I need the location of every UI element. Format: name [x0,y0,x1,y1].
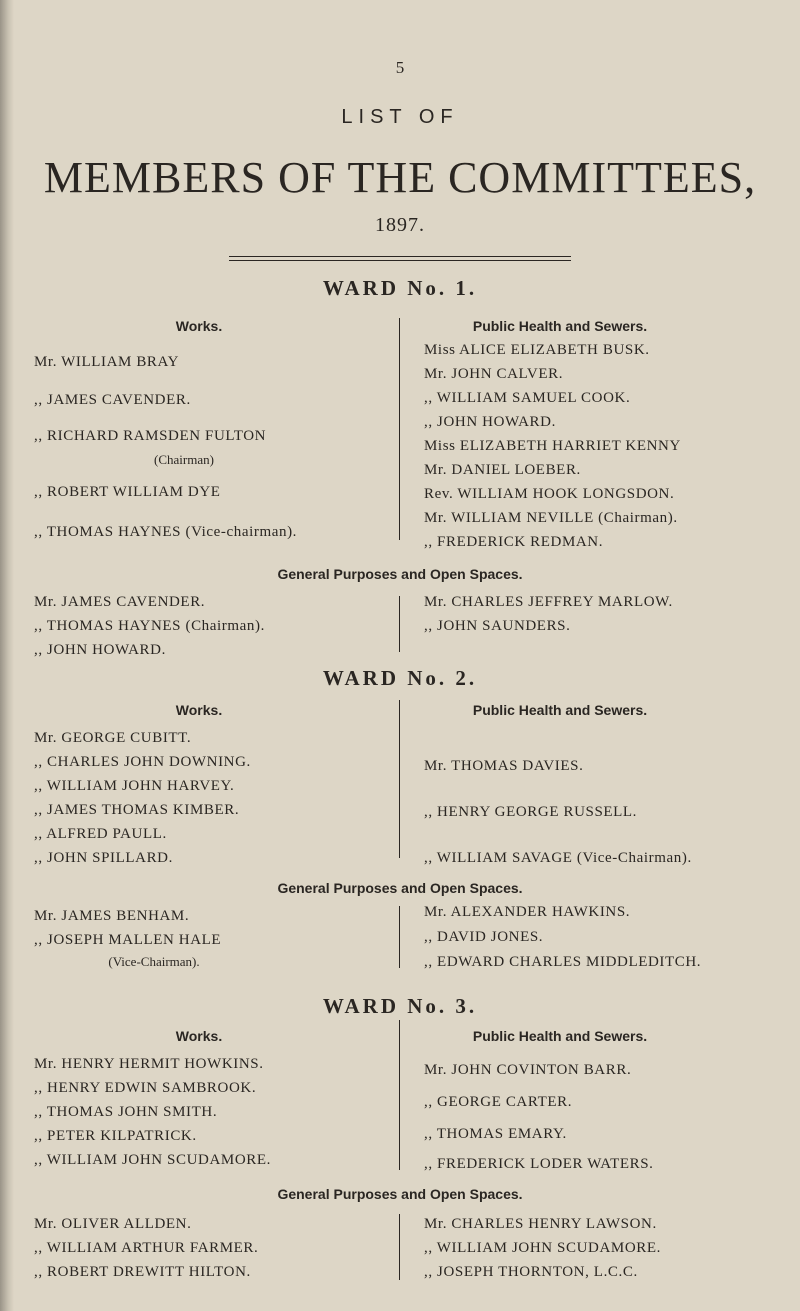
ward-3-health-member: ,, GEORGE CARTER. [424,1094,573,1110]
ward-3-title: WARD No. 3. [322,994,478,1018]
ward-1-works-heading: Works. [175,318,223,334]
ward-1-divider [399,318,400,540]
ward-3-gp-member: ,, JOSEPH THORNTON, L.C.C. [424,1264,638,1280]
ward-1-gp-member: ,, THOMAS HAYNES (Chairman). [34,618,265,634]
ward-3-health-member: ,, FREDERICK LODER WATERS. [424,1156,654,1172]
ward-1-general-purposes-heading: General Purposes and Open Spaces. [277,566,523,582]
ward-2-health-member: ,, HENRY GEORGE RUSSELL. [424,804,638,820]
ward-2-gp-member: Mr. JAMES BENHAM. [34,908,190,924]
ward-2-works-member: ,, JAMES THOMAS KIMBER. [34,802,240,818]
ward-2-works-member: ,, JOHN SPILLARD. [34,850,173,866]
ward-2-works-member: ,, ALFRED PAULL. [34,826,167,842]
ward-3-gp-member: ,, WILLIAM JOHN SCUDAMORE. [424,1240,661,1256]
ward-1-works-member: ,, RICHARD RAMSDEN FULTON [34,428,267,444]
ward-2-divider [399,700,400,858]
ward-1-gp-member: Mr. CHARLES JEFFREY MARLOW. [424,594,673,610]
ward-3-works-member: ,, HENRY EDWIN SAMBROOK. [34,1080,257,1096]
ward-1-works-member: ,, ROBERT WILLIAM DYE [34,484,221,500]
ward-2-works-member: ,, WILLIAM JOHN HARVEY. [34,778,235,794]
ward-3-gp-member: ,, ROBERT DREWITT HILTON. [34,1264,251,1280]
ward-1-works-member: ,, JAMES CAVENDER. [34,392,191,408]
ward-1-works-member: ,, THOMAS HAYNES (Vice-chairman). [34,524,298,540]
ward-1-health-member: ,, FREDERICK REDMAN. [424,534,604,550]
ward-1-works-role: (Chairman) [154,452,214,467]
ward-1-gp-member: Mr. JAMES CAVENDER. [34,594,206,610]
ward-3-divider [399,1020,400,1170]
ward-2-public-health-heading: Public Health and Sewers. [472,702,648,718]
ward-3-health-member: Mr. JOHN COVINTON BARR. [424,1062,632,1078]
ward-1-works-member: Mr. WILLIAM BRAY [34,354,180,370]
ward-1-health-member: Mr. JOHN CALVER. [424,366,564,382]
ward-1-health-member: Miss ALICE ELIZABETH BUSK. [424,342,650,358]
title-rule-top [229,256,571,257]
title-rule-bottom [229,260,571,261]
ward-3-general-purposes-heading: General Purposes and Open Spaces. [277,1186,523,1202]
ward-1-gp-divider [399,596,400,652]
ward-3-gp-member: Mr. OLIVER ALLDEN. [34,1216,192,1232]
title-list-of: LIST OF [341,106,459,128]
ward-3-gp-member: ,, WILLIAM ARTHUR FARMER. [34,1240,259,1256]
ward-2-title: WARD No. 2. [322,666,478,690]
ward-1-gp-member: ,, JOHN SAUNDERS. [424,618,571,634]
ward-3-works-member: ,, THOMAS JOHN SMITH. [34,1104,218,1120]
ward-2-general-purposes-heading: General Purposes and Open Spaces. [277,880,523,896]
page-number: 5 [395,58,405,77]
ward-1-health-member: Mr. DANIEL LOEBER. [424,462,581,478]
ward-3-works-member: ,, WILLIAM JOHN SCUDAMORE. [34,1152,271,1168]
ward-1-health-member: ,, WILLIAM SAMUEL COOK. [424,390,631,406]
ward-3-works-member: ,, PETER KILPATRICK. [34,1128,197,1144]
ward-3-gp-divider [399,1214,400,1280]
ward-1-gp-member: ,, JOHN HOWARD. [34,642,166,658]
ward-2-works-member: ,, CHARLES JOHN DOWNING. [34,754,251,770]
ward-3-gp-member: Mr. CHARLES HENRY LAWSON. [424,1216,657,1232]
ward-2-gp-member: Mr. ALEXANDER HAWKINS. [424,904,631,920]
ward-2-works-heading: Works. [175,702,223,718]
ward-1-public-health-heading: Public Health and Sewers. [472,318,648,334]
ward-3-public-health-heading: Public Health and Sewers. [472,1028,648,1044]
ward-1-health-member: Miss ELIZABETH HARRIET KENNY [424,438,681,454]
ward-3-works-member: Mr. HENRY HERMIT HOWKINS. [34,1056,264,1072]
ward-1-health-member: ,, JOHN HOWARD. [424,414,556,430]
ward-2-gp-member: ,, DAVID JONES. [424,929,544,945]
ward-2-works-member: Mr. GEORGE CUBITT. [34,730,192,746]
ward-2-gp-role: (Vice-Chairman). [108,954,200,969]
ward-2-gp-member: ,, EDWARD CHARLES MIDDLEDITCH. [424,954,702,970]
ward-2-gp-member: ,, JOSEPH MALLEN HALE [34,932,222,948]
ward-2-health-member: Mr. THOMAS DAVIES. [424,758,584,774]
ward-1-health-member: Rev. WILLIAM HOOK LONGSDON. [424,486,675,502]
ward-2-gp-divider [399,906,400,968]
ward-1-title: WARD No. 1. [322,276,478,300]
year: 1897. [375,214,425,236]
ward-2-health-member: ,, WILLIAM SAVAGE (Vice-Chairman). [424,850,692,866]
ward-1-health-member: Mr. WILLIAM NEVILLE (Chairman). [424,510,678,526]
page-title: MEMBERS OF THE COMMITTEES, [43,153,757,202]
ward-3-works-heading: Works. [175,1028,223,1044]
ward-3-health-member: ,, THOMAS EMARY. [424,1126,567,1142]
